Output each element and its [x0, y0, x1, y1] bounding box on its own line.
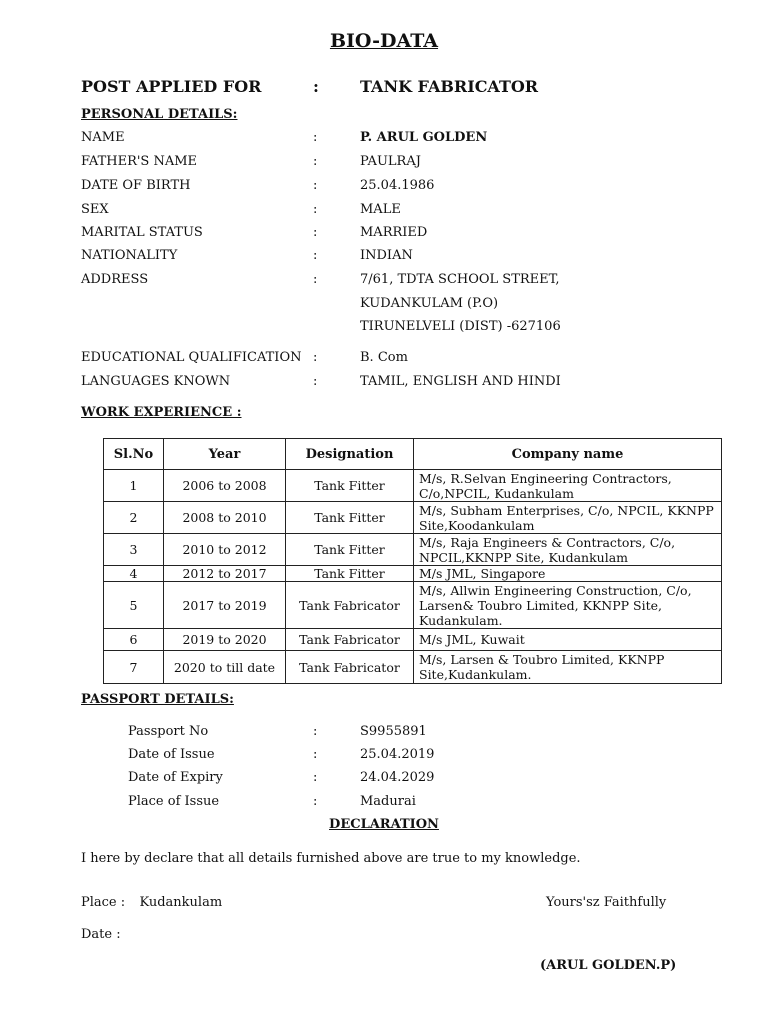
dob-label: DATE OF BIRTH — [81, 178, 191, 193]
post-applied-label: POST APPLIED FOR — [81, 77, 262, 96]
place-line — [81, 895, 222, 910]
colon: : — [313, 374, 318, 389]
table-header-row — [104, 439, 722, 470]
colon: : — [313, 202, 318, 217]
passport-place-row — [128, 794, 688, 814]
colon: : — [313, 225, 318, 240]
passport-number-value: S9955891 — [360, 724, 427, 739]
address-row — [81, 272, 701, 292]
cell-company: M/s, Subham Enterprises, C/o, NPCIL, KKNPP Site,Koodankulam — [414, 502, 722, 534]
nationality-value: INDIAN — [360, 248, 413, 263]
cell-slno: 5 — [104, 582, 164, 629]
passport-place-value: Madurai — [360, 794, 416, 809]
table-row — [104, 534, 722, 566]
colon: : — [313, 248, 318, 263]
dob-row — [81, 178, 701, 198]
father-name-row — [81, 154, 701, 174]
cell-designation: Tank Fitter — [286, 534, 414, 566]
name-label: NAME — [81, 130, 125, 145]
cell-designation: Tank Fitter — [286, 502, 414, 534]
passport-expiry-row — [128, 770, 688, 790]
passport-number-row — [128, 724, 688, 744]
passport-expiry-label: Date of Expiry — [128, 770, 223, 785]
column-header-year: Year — [164, 439, 286, 470]
declaration-text: I here by declare that all details furnished above are true to my knowledge. — [81, 851, 581, 866]
passport-place-label: Place of Issue — [128, 794, 220, 809]
cell-year: 2012 to 2017 — [164, 566, 286, 582]
cell-company: M/s, Larsen & Toubro Limited, KKNPP Site,Kudankulam. — [414, 651, 722, 684]
cell-year: 2008 to 2010 — [164, 502, 286, 534]
cell-designation: Tank Fabricator — [286, 582, 414, 629]
sex-value: MALE — [360, 202, 401, 217]
father-name-label: FATHER'S NAME — [81, 154, 198, 169]
colon: : — [313, 77, 319, 96]
address-line-1: 7/61, TDTA SCHOOL STREET, — [360, 272, 560, 287]
nationality-row — [81, 248, 701, 268]
place-label: Place : — [81, 895, 126, 910]
passport-number-label: Passport No — [128, 724, 209, 739]
passport-details-heading: PASSPORT DETAILS: — [81, 692, 234, 707]
passport-issue-row — [128, 747, 688, 767]
marital-status-value: MARRIED — [360, 225, 428, 240]
cell-company: M/s JML, Kuwait — [414, 629, 722, 651]
cell-designation: Tank Fitter — [286, 470, 414, 502]
table-row — [104, 566, 722, 582]
passport-issue-label: Date of Issue — [128, 747, 215, 762]
address-line-2: KUDANKULAM (P.O) — [360, 296, 499, 311]
address-label: ADDRESS — [81, 272, 149, 287]
page-title: BIO-DATA — [329, 30, 439, 52]
cell-company: M/s, R.Selvan Engineering Contractors, C/o,NPCIL, Kudankulam — [414, 470, 722, 502]
address-row-3 — [81, 319, 701, 339]
cell-company: M/s JML, Singapore — [414, 566, 722, 582]
cell-slno: 3 — [104, 534, 164, 566]
work-experience-heading: WORK EXPERIENCE : — [81, 405, 242, 420]
colon: : — [313, 130, 318, 145]
table-row — [104, 582, 722, 629]
colon: : — [313, 770, 318, 785]
passport-issue-value: 25.04.2019 — [360, 747, 435, 762]
colon: : — [313, 794, 318, 809]
column-header-designation: Designation — [286, 439, 414, 470]
colon: : — [313, 154, 318, 169]
cell-company: M/s, Allwin Engineering Construction, C/o, Larsen& Toubro Limited, KKNPP Site, Kudankulam. — [414, 582, 722, 629]
cell-slno: 7 — [104, 651, 164, 684]
languages-label: LANGUAGES KNOWN — [81, 374, 231, 389]
languages-row — [81, 374, 701, 394]
table-row — [104, 470, 722, 502]
passport-expiry-value: 24.04.2029 — [360, 770, 435, 785]
address-line-3: TIRUNELVELI (DIST) -627106 — [360, 319, 561, 334]
marital-status-label: MARITAL STATUS — [81, 225, 203, 240]
education-row — [81, 350, 701, 370]
cell-company: M/s, Raja Engineers & Contractors, C/o, NPCIL,KKNPP Site, Kudankulam — [414, 534, 722, 566]
languages-value: TAMIL, ENGLISH AND HINDI — [360, 374, 561, 389]
education-label: EDUCATIONAL QUALIFICATION — [81, 350, 302, 365]
education-value: B. Com — [360, 350, 408, 365]
father-name-value: PAULRAJ — [360, 154, 421, 169]
cell-year: 2006 to 2008 — [164, 470, 286, 502]
colon: : — [313, 350, 318, 365]
dob-value: 25.04.1986 — [360, 178, 435, 193]
personal-details-heading: PERSONAL DETAILS: — [81, 107, 238, 122]
sex-row — [81, 202, 701, 222]
cell-designation: Tank Fitter — [286, 566, 414, 582]
cell-slno: 6 — [104, 629, 164, 651]
table-row — [104, 502, 722, 534]
cell-year: 2019 to 2020 — [164, 629, 286, 651]
cell-slno: 2 — [104, 502, 164, 534]
cell-designation: Tank Fabricator — [286, 651, 414, 684]
name-row — [81, 130, 701, 150]
name-value: P. ARUL GOLDEN — [360, 130, 488, 145]
cell-year: 2010 to 2012 — [164, 534, 286, 566]
closing-text: Yours'sz Faithfully — [546, 895, 667, 910]
table-row — [104, 629, 722, 651]
cell-slno: 1 — [104, 470, 164, 502]
column-header-company: Company name — [414, 439, 722, 470]
nationality-label: NATIONALITY — [81, 248, 178, 263]
colon: : — [313, 724, 318, 739]
table-row — [104, 651, 722, 684]
address-row-2 — [81, 296, 701, 316]
declaration-heading: DECLARATION — [329, 817, 439, 832]
cell-year: 2020 to till date — [164, 651, 286, 684]
signature-name: (ARUL GOLDEN.P) — [540, 958, 677, 973]
place-value: Kudankulam — [139, 895, 223, 910]
cell-year: 2017 to 2019 — [164, 582, 286, 629]
cell-slno: 4 — [104, 566, 164, 582]
post-applied-value: TANK FABRICATOR — [360, 77, 539, 96]
work-experience-table — [103, 438, 722, 684]
colon: : — [313, 747, 318, 762]
colon: : — [313, 272, 318, 287]
sex-label: SEX — [81, 202, 109, 217]
colon: : — [313, 178, 318, 193]
date-label: Date : — [81, 927, 121, 942]
cell-designation: Tank Fabricator — [286, 629, 414, 651]
column-header-slno: Sl.No — [104, 439, 164, 470]
marital-status-row — [81, 225, 701, 245]
